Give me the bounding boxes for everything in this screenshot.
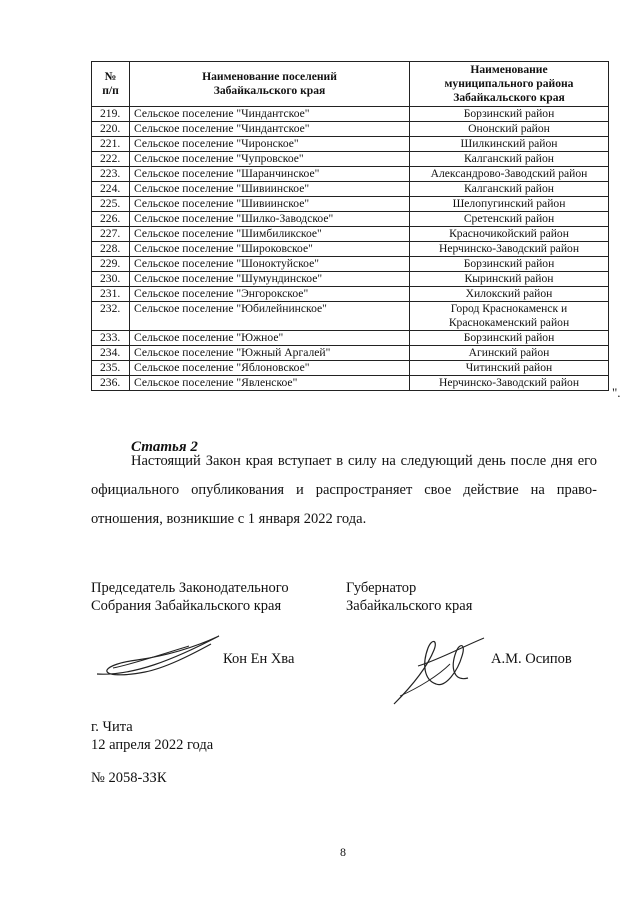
row-settlement: Сельское поселение "Чиндантское" (130, 122, 410, 137)
governor-name: А.М. Осипов (491, 651, 572, 667)
row-district: Борзинский район (410, 107, 609, 122)
table-row (92, 227, 609, 242)
row-district: Красночикойский район (410, 227, 609, 242)
row-number: 220. (92, 122, 130, 137)
table-row (92, 212, 609, 227)
governor-signature (388, 630, 488, 710)
row-number: 229. (92, 257, 130, 272)
row-number: 219. (92, 107, 130, 122)
header-number-line: п/п (102, 84, 119, 97)
row-number: 228. (92, 242, 130, 257)
row-district: Борзинский район (410, 257, 609, 272)
row-district: Читинский район (410, 361, 609, 376)
table-row (92, 331, 609, 346)
governor-title-line: Губернатор (346, 580, 417, 596)
row-number: 233. (92, 331, 130, 346)
row-district: Борзинский район (410, 331, 609, 346)
table-row (92, 122, 609, 137)
law-number: № 2058-ЗЗК (91, 770, 167, 786)
row-district: Сретенский район (410, 212, 609, 227)
page-number: 8 (340, 845, 346, 859)
table-row (92, 272, 609, 287)
table-row (92, 346, 609, 361)
row-settlement: Сельское поселение "Явленское" (130, 376, 410, 391)
row-number: 232. (92, 302, 130, 331)
row-number: 235. (92, 361, 130, 376)
row-district: Ононский район (410, 122, 609, 137)
row-settlement: Сельское поселение "Шивиинское" (130, 182, 410, 197)
table-row (92, 302, 609, 331)
row-number: 236. (92, 376, 130, 391)
article-heading: Статья 2 (131, 439, 198, 455)
row-district: Калганский район (410, 182, 609, 197)
row-district: Александрово-Заводский район (410, 167, 609, 182)
header-district-line: Наименование (470, 63, 548, 76)
header-settlement-line: Забайкальского края (213, 84, 326, 97)
table-row (92, 137, 609, 152)
row-district: Шелопугинский район (410, 197, 609, 212)
settlements-table (91, 61, 609, 391)
row-number: 221. (92, 137, 130, 152)
city: г. Чита (91, 719, 133, 735)
row-number: 227. (92, 227, 130, 242)
table-row (92, 167, 609, 182)
chairman-title (91, 579, 289, 615)
row-settlement: Сельское поселение "Шумундинское" (130, 272, 410, 287)
table-row (92, 182, 609, 197)
row-settlement: Сельское поселение "Шилко-Заводское" (130, 212, 410, 227)
row-district: Шилкинский район (410, 137, 609, 152)
row-settlement: Сельское поселение "Яблоновское" (130, 361, 410, 376)
header-number (92, 62, 130, 107)
row-number: 222. (92, 152, 130, 167)
row-number: 226. (92, 212, 130, 227)
table-row (92, 287, 609, 302)
row-number: 234. (92, 346, 130, 361)
row-settlement: Сельское поселение "Южный Аргалей" (130, 346, 410, 361)
governor-title (346, 579, 472, 615)
row-district: Город Краснокаменск и Краснокаменский район (410, 302, 609, 331)
row-settlement: Сельское поселение "Южное" (130, 331, 410, 346)
row-district: Агинский район (410, 346, 609, 361)
chairman-title-line: Собрания Забайкальского края (91, 598, 282, 614)
header-district-line: муниципального района (444, 77, 574, 90)
date: 12 апреля 2022 года (91, 737, 214, 753)
table-row (92, 361, 609, 376)
table-row (92, 242, 609, 257)
row-settlement: Сельское поселение "Чиндантское" (130, 107, 410, 122)
chairman-signature (93, 630, 223, 682)
row-settlement: Сельское поселение "Шивиинское" (130, 197, 410, 212)
header-district (410, 62, 609, 107)
row-settlement: Сельское поселение "Юбилейнинское" (130, 302, 410, 331)
table-row (92, 257, 609, 272)
chairman-name: Кон Ен Хва (223, 651, 295, 667)
row-number: 231. (92, 287, 130, 302)
row-settlement: Сельское поселение "Шаранчинское" (130, 167, 410, 182)
row-settlement: Сельское поселение "Шоноктуйское" (130, 257, 410, 272)
article-text: Настоящий Закон края вступает в силу на следующий день после дня его официального опубликования и распространяет свое действие на право-отношения, возникшие с 1 января 2022 года. (91, 453, 597, 527)
table-row (92, 107, 609, 122)
row-district: Кыринский район (410, 272, 609, 287)
row-district: Хилокский район (410, 287, 609, 302)
table-row (92, 152, 609, 167)
governor-title-line: Забайкальского края (346, 598, 473, 614)
row-number: 224. (92, 182, 130, 197)
row-district: Нерчинско-Заводский район (410, 242, 609, 257)
header-number-line: № (104, 70, 117, 83)
row-settlement: Сельское поселение "Чиронское" (130, 137, 410, 152)
row-number: 230. (92, 272, 130, 287)
chairman-title-line: Председатель Законодательного (91, 580, 289, 596)
row-number: 223. (92, 167, 130, 182)
row-number: 225. (92, 197, 130, 212)
header-district-line: Забайкальского края (453, 91, 565, 104)
header-settlement-line: Наименование поселений (202, 70, 337, 83)
header-settlement (130, 62, 410, 107)
table-row (92, 376, 609, 391)
closing-quote: ". (612, 385, 621, 400)
row-settlement: Сельское поселение "Широковское" (130, 242, 410, 257)
row-settlement: Сельское поселение "Энгорокское" (130, 287, 410, 302)
row-district: Калганский район (410, 152, 609, 167)
settlements-table-wrapper (91, 61, 608, 391)
row-settlement: Сельское поселение "Шимбиликское" (130, 227, 410, 242)
row-settlement: Сельское поселение "Чупровское" (130, 152, 410, 167)
row-district: Нерчинско-Заводский район (410, 376, 609, 391)
table-header-row (92, 62, 609, 107)
table-row (92, 197, 609, 212)
